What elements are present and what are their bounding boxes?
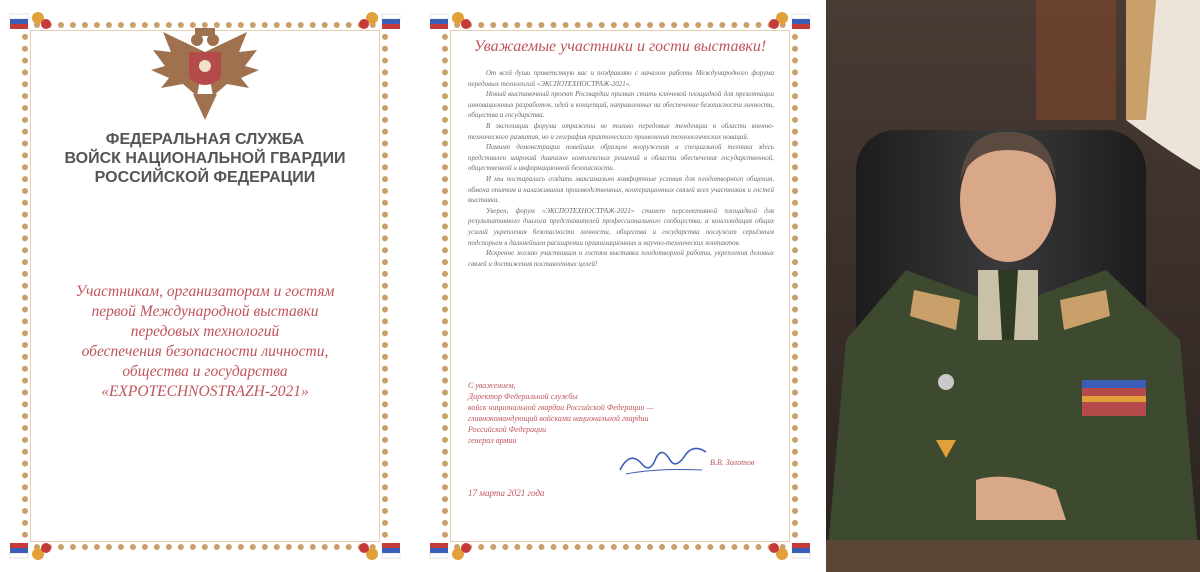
flag-corner-ornament [428, 6, 474, 36]
flag-corner-ornament [356, 6, 402, 36]
letter-cover-page [0, 0, 410, 572]
agency-name-line: ФЕДЕРАЛЬНАЯ СЛУЖБА [105, 131, 305, 148]
body-paragraph: В экспозиции форума отражены не только передовые тенденции в области военно-технического развития, но и география практического применения технологических новаций. [468, 121, 774, 141]
flag-corner-ornament [8, 536, 54, 566]
body-paragraph: Помимо демонстрации новейших образцов вооружения и специальной техники здесь представлен широкий диапазон комплексных решений в области обеспечения государственной, общественной и информационной безопасности. [468, 143, 774, 173]
handwritten-signature [616, 440, 712, 480]
letter-closing [468, 380, 774, 446]
dedication-text [50, 282, 360, 402]
body-paragraph: Новый выставочный проект Росгвардии призван стать ключевой площадкой для презентации инновационных разработок, идей и концепций, направленных на обеспечение безопасности личности, общества и государства. [468, 90, 774, 120]
closing-line: войск национальной гвардии Российской Федерации — [468, 403, 654, 412]
body-paragraph: И мы постарались создать максимально комфортные условия для плодотворного общения, обмена опытом и налаживания производственных, кооперационных связей всех участников и гостей выставки. [468, 174, 774, 205]
letter-body-page [420, 0, 820, 572]
body-paragraph: Искренне желаю участникам и гостям выставки плодотворной работы, укрепления деловых связей и достижения поставленных целей! [468, 249, 774, 268]
flag-corner-ornament [766, 536, 812, 566]
body-paragraph: Уверен, форум «ЭКСПОТЕХНОСТРАЖ-2021» станет перспективной площадкой для результативного диалога представителей профессионального сообщества, а консолидация общих усилий укрепления безопасности личности, общества и государства послужит серьёзным подспорьем в дальнейшем расширении организационных и научно-технических контактов. [468, 206, 774, 247]
dedication-line: передовых технологий [130, 323, 280, 340]
letter-body [468, 68, 774, 269]
flag-corner-ornament [8, 6, 54, 36]
closing-line: главнокомандующий войсками национальной гвардии [468, 414, 649, 423]
letter-greeting: Уважаемые участники и гости выставки! [473, 38, 767, 55]
dedication-line: «EXPOTECHNOSTRAZH-2021» [101, 383, 309, 400]
flag-corner-ornament [356, 536, 402, 566]
closing-line: Российской Федерации [468, 425, 547, 434]
dedication-line: обеспечения безопасности личности, [81, 343, 329, 360]
flag-corner-ornament [428, 536, 474, 566]
signer-name: В.В. Золотов [710, 458, 755, 467]
body-paragraph: От всей души приветствую вас и поздравляю с началом работы Международного форума передовых технологий «ЭКСПОТЕХНОСТРАЖ-2021». [468, 69, 774, 88]
agency-name-line: РОССИЙСКОЙ ФЕДЕРАЦИИ [94, 169, 316, 186]
general-portrait-photo [826, 0, 1200, 572]
dedication-line: Участникам, организаторам и гостям [75, 283, 335, 300]
letter-date: 17 марта 2021 года [468, 488, 545, 498]
closing-line: С уважением, [468, 381, 516, 390]
eagle-emblem-icon [143, 22, 267, 122]
agency-name [40, 130, 370, 187]
closing-line: генерал армии [468, 436, 517, 445]
dedication-line: первой Международной выставки [91, 303, 319, 320]
dedication-line: общества и государства [122, 363, 288, 380]
closing-line: Директор Федеральной службы [468, 392, 578, 401]
flag-corner-ornament [766, 6, 812, 36]
agency-name-line: ВОЙСК НАЦИОНАЛЬНОЙ ГВАРДИИ [64, 150, 346, 167]
